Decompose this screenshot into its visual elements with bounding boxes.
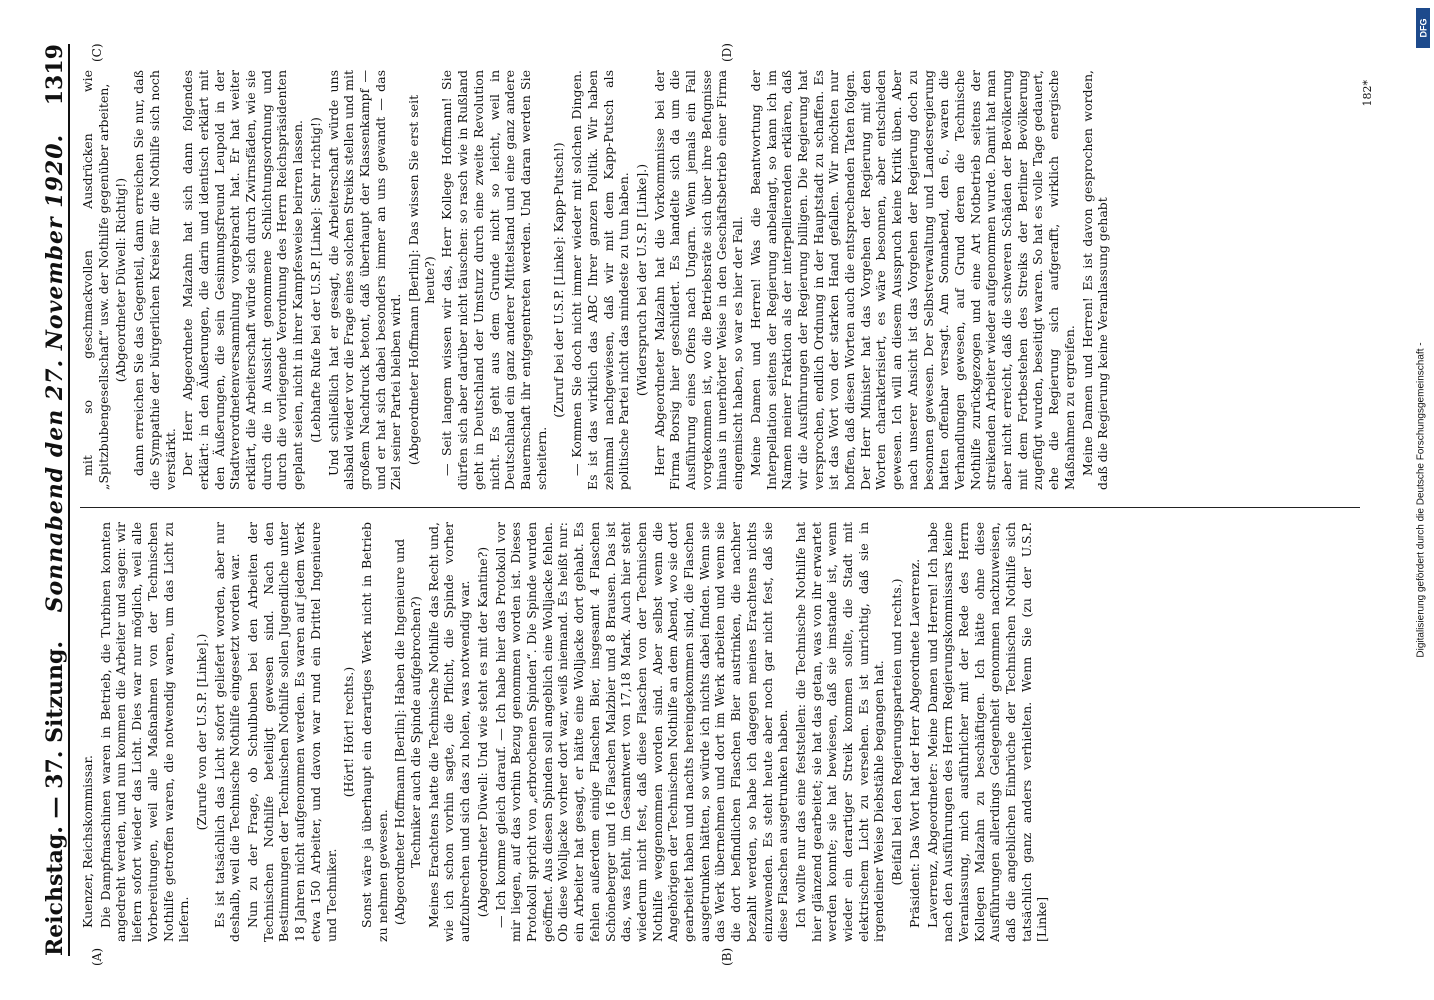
right-column-paragraph: (Widerspruch bei der U.S.P. [Linke].) [633,163,649,397]
right-column-paragraph: dann erreichen Sie das Gegenteil, dann erreichen Sie nur, daß die Sympathie der bürgerlichen Kreise für die Nothilfe sich noch verstärkt. [131,70,178,490]
left-column-paragraph: Nun zu der Frage, ob Schulbuben bei den Arbeiten der Technischen Nothilfe beteiligt gewesen sind. Nach den Bestimmungen der Technischen Nothilfe sollen Jugendliche unter 18 Jahren nicht aufgenommen werden. Es waren auf jedem Werk etwa 150 Arbeiter, und davon war rund ein Drittel Ingenieure und Techniker. [245,522,339,942]
dfg-logo: DFG [1416,8,1430,48]
right-column-paragraph: — Seit langem wissen wir das, Herr Kollege Hoffmann! Sie dürfen sich aber darüber nicht täuschen: so rasch wie in Rußland geht in Deutschland der Umsturz durch eine zweite Revolution nicht. Es geht aus dem Grunde nicht so leicht, weil in Deutschland ein ganz anderer Mittelstand und eine ganz andere Bauernschaft ihr entgegentreten werden. Und daran werden Sie scheitern. [439,70,549,490]
right-column-paragraph: (Lebhafte Rufe bei der U.S.P. [Linke]: Sehr richtig!) [307,117,323,443]
left-column-paragraph: Sonst wäre ja überhaupt ein derartiges Werk nicht in Betrieb zu nehmen gewesen. [358,522,390,942]
header-session: Reichstag. — 37. Sitzung. [42,640,68,956]
right-column-paragraph: — Kommen Sie doch nicht immer wieder mit solchen Dingen. Es ist das wirklich das ABC Ihrer ganzen Politik. Wir haben zehnmal nachgewiesen, daß wir mit dem Kapp-Putsch als politische Partei nicht das mindeste zu tun haben. [569,70,632,490]
right-column-paragraph: Herr Abgeordneter Malzahn hat die Vorkommnisse bei der Firma Borsig hier geschildert. Es handelte sich da um die Ausführung eines Ofens nach Ungarn. Wenn jemals ein Fall vorgekommen ist, wo die Betriebsräte sich über ihre Befugnisse hinaus in unerhörter Weise in den Geschäftsbetrieb einer Firma eingemischt haben, so war es hier der Fall. [651,70,746,490]
digitization-credit: Digitalisierung gefördert durch die Deutsche Forschungsgemeinschaft - [1415,342,1427,658]
right-column-paragraph: Meine Damen und Herren! Es ist davon gesprochen worden, daß die Regierung keine Veranlassung gehabt [1079,70,1111,490]
right-column-paragraph: Meine Damen und Herren! Was die Beantwortung der Interpellation seitens der Regierung anbelangt, so kann ich im Namen meiner Fraktion als der interpellierenden erklären, daß wir die Ausführungen der Regierung billigen. Die Regierung hat versprochen, endlich Ordnung in der Hauptstadt zu schaffen. Es ist das Wort von der starken Hand gefallen. Wir möchten nur hoffen, daß diesen Worten auch die entsprechenden Taten folgen. Der Herr Minister hat das Vorgehen der Regierung mit den Worten charakterisiert, es wäre besonnen, aber entschieden gewesen. Ich will an diesem Ausspruch keine Kritik üben. Aber nach unserer Ansicht ist das Vorgehen der Regierung doch zu besonnen gewesen. Der Selbstverwaltung und Landesregierung hatten offenbar versagt. Am Sonnabend, den 6., waren die Verhandlungen gewesen, auf Grund deren die Technische Nothilfe zurückgezogen und eine Art Notbetrieb seitens der streikenden Arbeiter wieder aufgenommen wurde. Damit hat man aber nicht erreicht, daß die schweren Schäden der Bevölkerung mit dem Fortbestehen des Streiks der Berliner Bevölkerung zugefügt wurden, beseitigt waren. So hat es volle Tage gedauert, ehe die Regierung sich aufgerafft, wirklich energische Maßnahmen zu ergreifen. [747,70,1077,490]
right-column-paragraph: Und schließlich hat er gesagt, die Arbeiterschaft würde uns alsbald wieder vor die Frage eines solchen Streiks stellen und mit großem Nachdruck betont, daß überhaupt der Klassenkampf — und er hat sich dabei besonders immer an uns gewandt — das Ziel seiner Partei bleiben wird. [325,70,404,490]
page-header [28,44,70,956]
right-column-paragraph: (Abgeordneter Düwell: Richtig!) [113,177,129,383]
left-column-paragraph: Laverrenz, Abgeordneter: Meine Damen und Herren! Ich habe nach den Ausführungen des Herrn Regierungskommissars keine Veranlassung, mich ausführlicher mit der Rede des Herrn Kollegen Malzahn zu beschäftigen. Ich hätte ohne diese Ausführungen allerdings Gelegenheit genommen nachzuweisen, daß die angeblichen Einbrüche der Technischen Nothilfe sich tatsächlich ganz anders verhielten. Wenn Sie (zu der U.S.P. [Linke] [924,522,1050,942]
left-column-paragraph: Die Dampfmaschinen waren in Betrieb, die Turbinen konnten angedreht werden, und nun kommen die Arbeiter und sagen: wir liefern sofort wieder das Licht. Dies war nur möglich, weil alle Vorbereitungen, weil alle Maßnahmen von der Technischen Nothilfe getroffen waren, die notwendig waren, um das Licht zu liefern. [97,522,192,942]
left-column-paragraph: Präsident: Das Wort hat der Herr Abgeordnete Laverrenz. [906,558,922,928]
right-column-paragraph: (Abgeordneter Hoffmann [Berlin]: Das wissen Sie erst seit heute?) [406,94,437,466]
page-number: 1319 [42,44,68,106]
left-column-paragraph: Es ist tatsächlich das Licht sofort geliefert worden, aber nur deshalb, weil die Technische Nothilfe eingesetzt worden war. [211,522,243,942]
column-divider [80,507,1360,508]
right-column-paragraph: (Zuruf bei der U.S.P. [Linke]: Kapp-Putsch!) [551,142,567,418]
footer-number: 182* [1361,80,1374,107]
left-column-paragraph: (Zurufe von der U.S.P. [Linke].) [193,633,209,831]
left-column-paragraph: (Abgeordneter Hoffmann [Berlin]: Haben die Ingenieure und Techniker auch die Spinde aufgebrochen?) [392,538,424,926]
header-date: Sonnabend den 27. November 1920. [42,133,68,613]
margin-marker-b: (B) [720,947,734,966]
left-column-paragraph: (Abgeordneter Düwell: Und wie steht es mit der Kantine?) [474,546,490,918]
left-column [80,522,1360,942]
left-column-paragraph: Kuenzer, Reichskommissar. [80,754,95,928]
left-column-paragraph: Meines Erachtens hatte die Technische Nothilfe das Recht und, wie ich schon vorhin sagte, die Pflicht, die Spinde vorher aufzubrechen und sich das zu holen, was notwendig war. [425,522,473,942]
right-column [80,70,1360,490]
left-column-paragraph: (Beifall bei den Regierungsparteien und rechts.) [889,578,905,886]
right-column-paragraph: Der Herr Abgeordnete Malzahn hat sich dann folgendes erklärt: in den Äußerungen, die darin und identisch erklärt mit den Äußerungen, die sein Gesinnungsfreund Leupold in der Stadtverordnetenversammlung vorgebracht hat. Er hat weiter erklärt, die Arbeiterschaft würde sich durch Zwirnsfäden, wie sie durch die in Aussicht genommene Schlichtungsordnung und durch die vorliegende Verordnung des Herrn Reichspräsidenten geplant seien, nicht in ihrer Kampfesweise beirren lassen. [180,70,306,490]
margin-marker-a: (A) [90,947,104,966]
left-column-paragraph: (Hört! Hört! rechts.) [341,666,357,798]
margin-marker-d: (D) [720,43,734,62]
left-column-paragraph: Ich wollte nur das eine feststellen: die Technische Nothilfe hat hier glänzend gearbeitet; sie hat das getan, was von ihr erwartet werden konnte; sie hat bewiesen, daß sie imstande ist, wenn wieder ein derartiger Streik kommen sollte, die Stadt mit elektrischem Licht zu versehen. Es ist unrichtig, daß sie in irgendeiner Weise Diebstähle begangen hat. [792,522,887,942]
right-column-paragraph: mit so geschmackvollen Ausdrücken wie „Spitzbubengesellschaft“ usw. der Nothilfe gegenüber arbeiten, [80,70,111,490]
margin-marker-c: (C) [90,43,104,62]
left-column-paragraph: — Ich komme gleich darauf. — Ich habe hier das Protokoll vor mir liegen, auf das vorhin Bezug genommen worden ist. Dieses Protokoll spricht von „erbrochenen Spinden“. Die Spinde wurden geöffnet. Aus diesen Spinden soll angeblich eine Wolljacke fehlen. Ob diese Wolljacke vorher dort war, weiß niemand. Es heißt nur: ein Arbeiter hat gesagt, er hätte eine Wolljacke dort gehabt. Es fehlen außerdem einige Flaschen Bier, insgesamt 4 Flaschen Schöneberger und 16 Flaschen Malzbier und 8 Brausen. Das ist das, was fehlt, im Gesamtwert von 17,18 Mark. Auch hier steht wiederum nicht fest, daß diese Flaschen von der Technischen Nothilfe weggenommen worden sind. Aber selbst wenn die Angehörigen der Technischen Nothilfe an dem Abend, wo sie dort gearbeitet haben und nachts hereingekommen sind, die Flaschen ausgetrunken hätten, so würde ich nichts dabei finden. Wenn sie das Werk übernehmen und dort im Werk arbeiten und wenn sie die dort befindlichen Flaschen Bier austrinken, die nachher bezahlt werden, so habe ich dagegen meines Erachtens nichts einzuwenden. Es steht heute aber noch gar nicht fest, daß sie diese Flaschen ausgetrunken haben. [492,522,791,942]
rotated-document-page [20,20,1380,980]
